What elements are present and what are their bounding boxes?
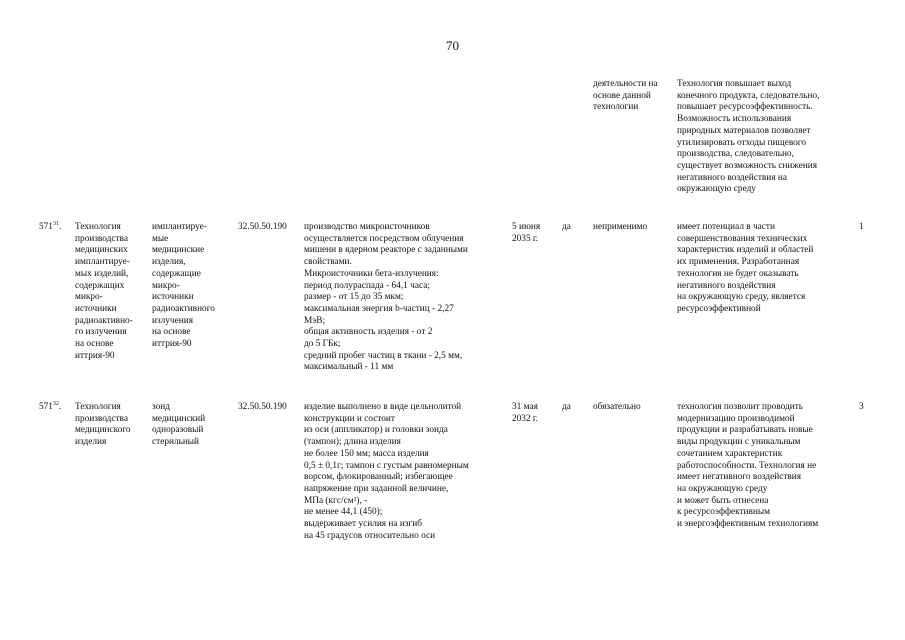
last-column-cell: 3: [859, 402, 864, 412]
last-column-cell: 1: [859, 222, 864, 232]
effect-cell: имеет потенциал в части совершенствования технических характеристик изделий и областей их применения. Разработанная технология не будет оказывать негативного воздействия на окружающую среду, является ресурсоэффективной: [677, 222, 814, 314]
effect-cell: технология позволит проводить модернизацию производимой продукции и разрабатывать новые виды продукции с уникальным сочетанием характеристик работоспособности. Технология не имеет негативного воздействия на окружающую среду и может быть отнесена к ресурсоэффективным и энергоэффективным технологиям: [677, 402, 819, 530]
continuation-applicability-cell: деятельности на основе данной технологии: [593, 79, 658, 113]
applicability-cell: обязательно: [593, 402, 641, 412]
date-cell: 5 июня 2035 г.: [512, 222, 541, 244]
technology-name-cell: Технология производства медицинского изделия: [75, 402, 131, 448]
date-cell: 31 мая 2032 г.: [512, 402, 539, 424]
row-number: $571^{31}$.: [39, 220, 62, 232]
description-cell: производство микроисточников осуществляется посредством облучения мишени в ядерном реакторе с заданными свойствами. Микроисточники бета-излучения: период полураспада - 64,1 часа; размер - от 15 до 35 мкм; максимальная энергия b-частиц - 2,27 МэВ; общая активность изделия - от 2 до 5 ГБк; средний пробег частиц в ткани - 2,5 мм, максимальный - 11 мм: [304, 222, 468, 373]
technology-name-cell: Технология производства медицинских имплантируе- мых изделий, содержащих микро- источники радиоактивно- го излучения на основе иттрия-90: [75, 222, 133, 361]
okpd-code-cell: 32.50.50.190: [238, 402, 287, 412]
description-cell: изделие выполнено в виде цельнолитой конструкции и состоит из оси (аппликатор) и головки зонда (тампон); длина изделия не более 150 мм; масса изделия 0,5 ± 0,1г; тампон с густым равномерным ворсом, флокированный; избегающее напряжение при заданной величине, МПа (кгс/см²), - не менее 44,1 (450); выдерживает усилия на изгиб на 45 градусов относительно оси: [304, 402, 469, 541]
product-name-cell: зонд медицинский одноразовый стерильный: [152, 402, 206, 448]
flag-cell: да: [562, 402, 571, 412]
continuation-effect-cell: Технология повышает выход конечного продукта, следовательно, повышает ресурсоэффективность. Возможность использования природных материалов позволяет утилизировать отходы пищевого производства, следовательно, существует возможность снижения негативного воздействия на окружающую среду: [677, 79, 820, 195]
flag-cell: да: [562, 222, 571, 232]
applicability-cell: неприменимо: [593, 222, 648, 232]
page-number: 70: [446, 38, 459, 53]
okpd-code-cell: 32.50.50.190: [238, 222, 287, 232]
row-number: $571^{32}$.: [39, 400, 62, 412]
product-name-cell: имплантируе- мые медицинские изделия, содержащие микро- источники радиоактивного излучения на основе иттрия-90: [152, 222, 215, 350]
